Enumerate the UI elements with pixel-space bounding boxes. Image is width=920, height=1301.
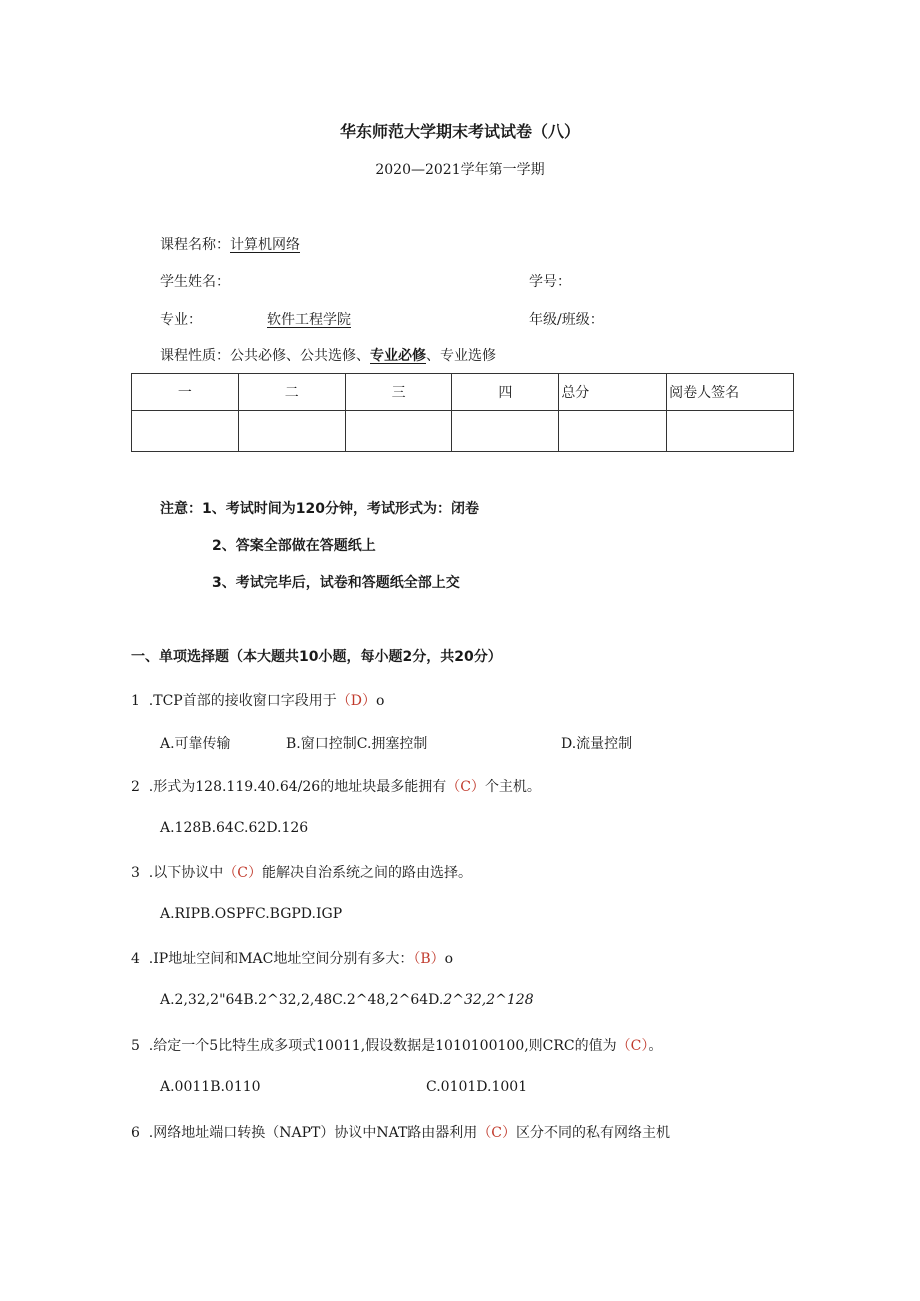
question-tail: o	[444, 951, 454, 967]
score-cell	[132, 411, 239, 452]
note-line-3: 3、考试完毕后，试卷和答题纸全部上交	[212, 575, 460, 591]
question-text: 3 .以下协议中	[131, 865, 224, 881]
question-text: 5 .给定一个5比特生成多项式10011,假设数据是1010100100,则CRC的值为	[131, 1038, 617, 1054]
nature-selected: 专业必修	[370, 348, 426, 364]
question-tail: 能解决自治系统之间的路由选择。	[261, 865, 472, 881]
section-title: 一、单项选择题（本大题共10小题，每小题2分，共20分）	[131, 649, 502, 665]
options-text: A.2,32,2"64B.2^32,2,48C.2^48,2^64D.	[160, 992, 444, 1008]
question-3	[131, 862, 472, 882]
options-text-italic: 2^32,2^128	[443, 992, 534, 1008]
score-header-cell: 总分	[559, 374, 667, 411]
score-cell	[452, 411, 559, 452]
course-label: 课程名称：	[160, 237, 230, 253]
score-cell	[667, 411, 794, 452]
score-header-row	[132, 374, 794, 411]
question-2	[131, 776, 541, 796]
question-3-options: A.RIPB.OSPFC.BGPD.IGP	[160, 906, 343, 922]
question-text: 6 .网络地址端口转换（NAPT）协议中NAT路由器利用	[131, 1125, 478, 1141]
course-nature-row	[160, 345, 496, 365]
question-5	[131, 1035, 662, 1055]
note-line-2: 2、答案全部做在答题纸上	[212, 538, 376, 554]
score-header-cell: 四	[452, 374, 559, 411]
note-line-1: 注意：1、考试时间为120分钟，考试形式为：闭卷	[160, 501, 479, 517]
option-bc: B.窗口控制C.拥塞控制	[286, 736, 428, 752]
answer-mark: （B）	[413, 951, 445, 967]
answer-mark: （D）	[336, 693, 376, 709]
answer-mark: （C）	[223, 865, 262, 881]
answer-mark: （C）	[446, 779, 485, 795]
score-blank-row	[132, 411, 794, 452]
exam-term: 2020—2021学年第一学期	[375, 162, 545, 178]
option-d: D.流量控制	[561, 736, 633, 752]
score-cell	[559, 411, 667, 452]
course-name-row	[160, 234, 300, 254]
major-value: 软件工程学院	[267, 312, 351, 328]
question-4	[131, 948, 453, 968]
question-2-options: A.128B.64C.62D.126	[160, 820, 309, 836]
question-tail: o	[375, 693, 385, 709]
score-header-cell: 三	[345, 374, 452, 411]
score-header-cell: 阅卷人签名	[667, 374, 794, 411]
question-text: 1 .TCP首部的接收窗口字段用于	[131, 693, 337, 709]
score-cell	[345, 411, 452, 452]
student-name-label: 学生姓名：	[160, 274, 230, 290]
student-id-label: 学号：	[529, 274, 571, 290]
question-tail: 区分不同的私有网络主机	[516, 1125, 671, 1141]
question-tail: 。	[648, 1038, 663, 1054]
question-tail: 个主机。	[484, 779, 541, 795]
question-6	[131, 1122, 670, 1142]
question-text: 2 .形式为128.119.40.64/26的地址块最多能拥有	[131, 779, 447, 795]
option-a: A.可靠传输	[160, 736, 231, 752]
exam-title: 华东师范大学期末考试试卷（八）	[339, 122, 580, 141]
nature-label: 课程性质：	[160, 348, 230, 364]
option-cd: C.0101D.1001	[426, 1079, 528, 1095]
nature-options-b: 、专业选修	[426, 348, 496, 364]
answer-mark: （C）	[477, 1125, 517, 1141]
question-text: 4 .IP地址空间和MAC地址空间分别有多大：	[131, 951, 414, 967]
score-header-cell: 一	[132, 374, 239, 411]
nature-options-a: 公共必修、公共选修、	[230, 348, 370, 364]
course-value: 计算机网络	[230, 237, 300, 253]
grade-class-label: 年级/班级：	[529, 312, 604, 328]
major-label: 专业：	[160, 312, 202, 328]
answer-mark: （C）	[616, 1038, 649, 1054]
option-ab: A.0011B.0110	[160, 1079, 261, 1095]
score-cell	[238, 411, 345, 452]
question-1	[131, 690, 384, 710]
score-header-cell: 二	[238, 374, 345, 411]
score-table	[131, 373, 794, 452]
question-4-options	[160, 992, 534, 1008]
